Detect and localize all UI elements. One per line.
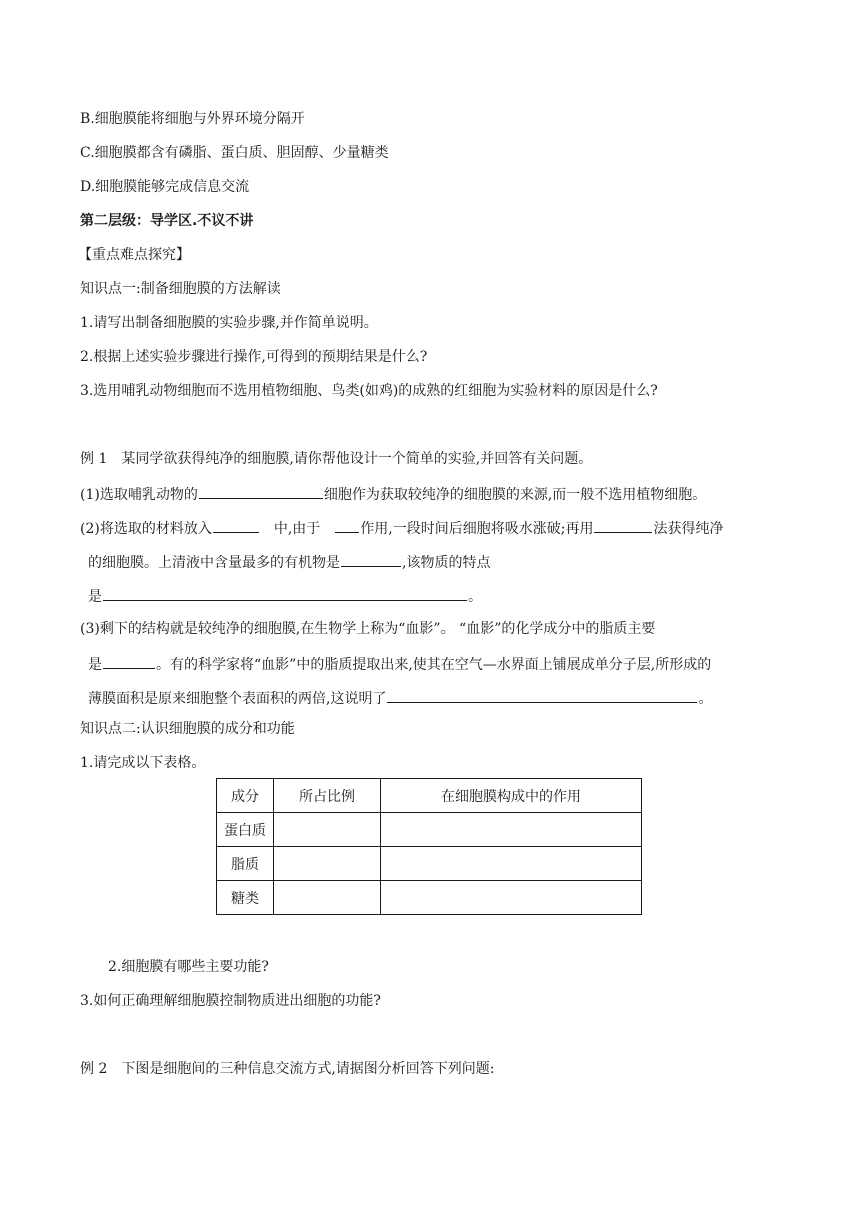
answer-blank[interactable] [103,654,155,669]
table-row [217,813,642,847]
example1-part2 [80,518,723,538]
answer-blank[interactable] [103,586,467,601]
example1-part1-text-b: 细胞作为获取较纯净的细胞膜的来源,而一般不选用植物细胞。 [323,487,707,503]
answer-blank[interactable] [387,688,697,703]
table-header-row [217,779,642,813]
example1-part2-text-b: 中,由于 [273,521,321,537]
example1-part2-text-e: 的细胞膜。上清液中含量最多的有机物是 [88,555,340,571]
example1-part2-text-a: (2)将选取的材料放入 [80,521,212,537]
example1-stem: 例 1 某同学欲获得纯净的细胞膜,请你帮他设计一个简单的实验,并回答有关问题。 [80,451,593,467]
composition-table [216,778,642,915]
example1-part3-text-e: 。 [698,691,713,707]
answer-blank[interactable] [341,552,401,567]
kp1-question-3: 3.选用哺乳动物细胞而不选用植物细胞、鸟类(如鸡)的成熟的红细胞为实验材料的原因是什么? [80,383,658,399]
example1-part2-text-d: 法获得纯净 [653,521,724,537]
table-cell-answer[interactable] [381,847,642,881]
example1-part3-end [88,688,712,708]
table-cell-answer[interactable] [274,847,381,881]
table-cell-answer[interactable] [274,813,381,847]
answer-blank[interactable] [594,518,652,533]
kp1-title: 知识点一:制备细胞膜的方法解读 [80,281,281,297]
example1-part3-cont [88,654,711,674]
example1-part2-text-c: 作用,一段时间后细胞将吸水涨破;再用 [360,521,594,537]
example1-part1-text-a: (1)选取哺乳动物的 [80,487,198,503]
table-cell: 脂质 [217,847,274,881]
example1-part2-cont [88,552,490,572]
example2-stem: 例 2 下图是细胞间的三种信息交流方式,请据图分析回答下列问题: [80,1061,495,1077]
kp2-question-2: 2.细胞膜有哪些主要功能? [108,959,269,975]
kp1-question-2: 2.根据上述实验步骤进行操作,可得到的预期结果是什么? [80,349,428,365]
kp2-question-1: 1.请完成以下表格。 [80,755,206,771]
table-header-cell: 所占比例 [274,779,381,813]
example1-part3-text-d: 薄膜面积是原来细胞整个表面积的两倍,这说明了 [88,691,387,707]
option-c: C.细胞膜都含有磷脂、蛋白质、胆固醇、少量糖类 [80,145,389,161]
answer-blank[interactable] [199,484,323,499]
kp2-title: 知识点二:认识细胞膜的成分和功能 [80,721,295,737]
table-header-cell: 在细胞膜构成中的作用 [381,779,642,813]
option-d: D.细胞膜能够完成信息交流 [80,179,250,195]
table-header-cell: 成分 [217,779,274,813]
focus-heading: 【重点难点探究】 [78,247,190,263]
section-title: 第二层级：导学区.不议不讲 [80,213,254,229]
kp1-question-1: 1.请写出制备细胞膜的实验步骤,并作简单说明。 [80,315,378,331]
table-cell-answer[interactable] [381,881,642,915]
example1-part3-text-c: 。有的科学家将“血影”中的脂质提取出来,使其在空气—水界面上铺展成单分子层,所形成的 [156,657,712,673]
kp2-question-3: 3.如何正确理解细胞膜控制物质进出细胞的功能? [80,993,381,1009]
example1-part1 [80,484,706,504]
option-b: B.细胞膜能将细胞与外界环境分隔开 [80,111,305,127]
example1-part2-end [88,586,482,606]
example1-part2-text-g: 是 [88,589,102,605]
table-row [217,881,642,915]
example1-part3-text-b: 是 [88,657,102,673]
table-cell: 糖类 [217,881,274,915]
table-cell-answer[interactable] [274,881,381,915]
table-row [217,847,642,881]
example1-part2-text-h: 。 [468,589,482,605]
answer-blank[interactable] [213,518,259,533]
example1-part3: (3)剩下的结构就是较纯净的细胞膜,在生物学上称为“血影”。 “血影”的化学成分中的脂质主要 [80,621,656,637]
table-cell: 蛋白质 [217,813,274,847]
example1-part2-text-f: ,该物质的特点 [402,555,491,571]
answer-blank[interactable] [335,518,359,533]
table-cell-answer[interactable] [381,813,642,847]
